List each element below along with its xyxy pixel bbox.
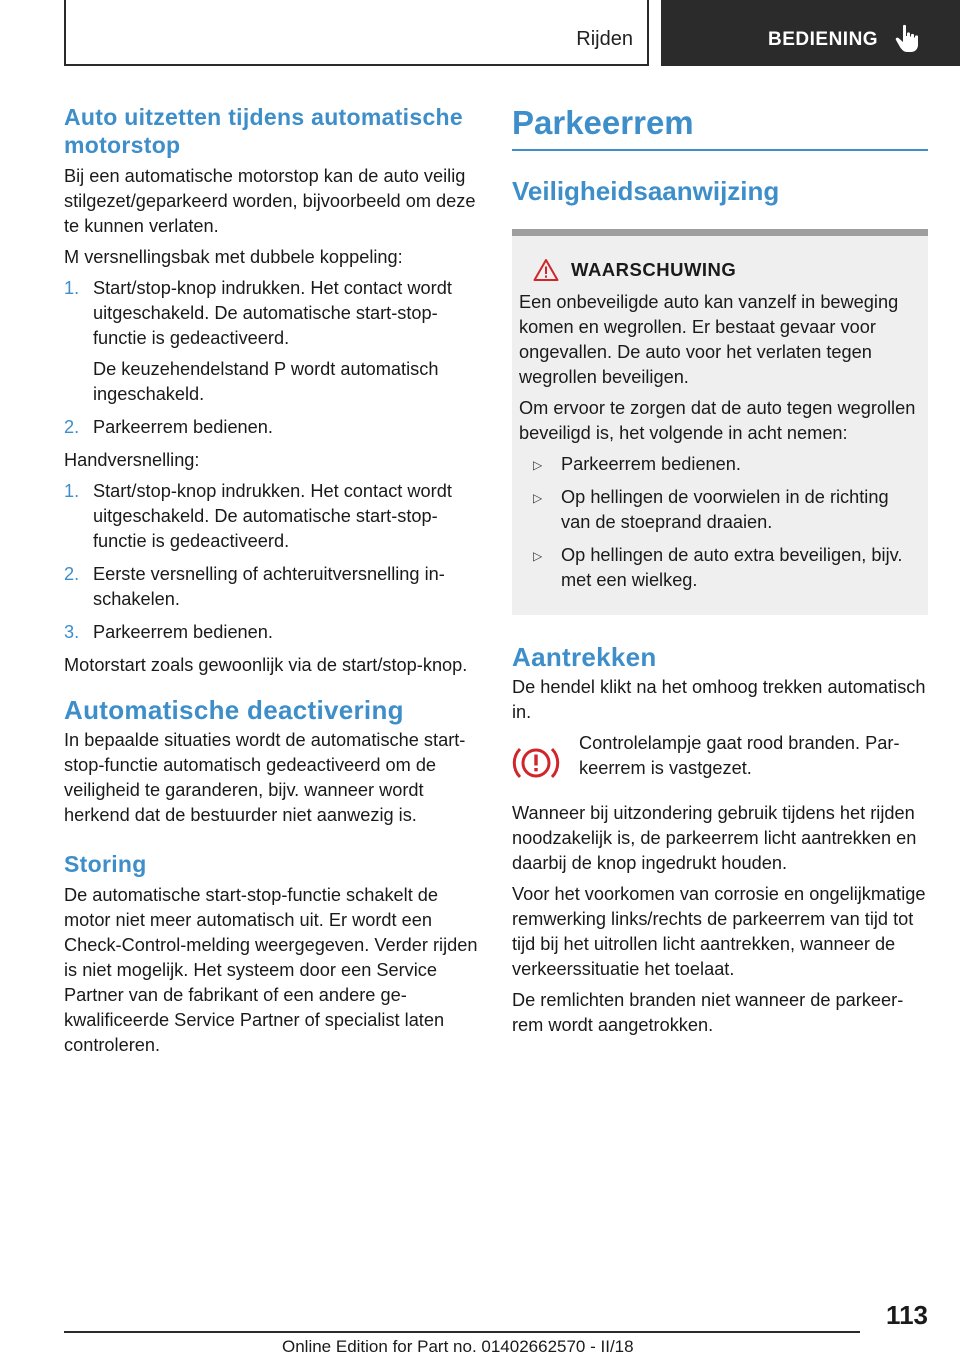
warning-list [519, 452, 920, 593]
warning-box [512, 236, 928, 615]
list-item-text: Op hellingen de auto extra beveiligen, bijv. met een wielkeg. [561, 545, 903, 590]
steps-list-manual [64, 479, 482, 645]
list-item-text: Op hellingen de voorwielen in de richting van de stoeprand draaien. [561, 487, 889, 532]
step-text: Eerste versnelling of achteruitversnelling inschakelen. [93, 564, 445, 609]
list-item [64, 620, 482, 645]
warning-text: Een onbeveiligde auto kan vanzelf in beweging komen en wegrollen. Er bestaat gevaar voor ongevallen. De auto voor het verlaten tegen wegrollen beveiligen. [519, 292, 899, 387]
list-item [533, 452, 920, 477]
heading-parking-brake: Parkeerrem [512, 103, 928, 151]
heading-malfunction: Storing [64, 851, 147, 877]
page-number: 113 [886, 1300, 928, 1330]
right-column [512, 103, 928, 1044]
paragraph: De automatische start-stop-functie schakelt de motor niet meer automatisch uit. Er wordt een Check-Control-melding weergegeven. Verder rijden is niet mogelijk. Het systeem door een Service Partner van de fabrikant of een andere gekwalificeerde Service Partner of specialist laten controleren. [64, 885, 478, 1055]
paragraph: Voor het voorkomen van corrosie en ongelijkmatige remwerking links/rechts de parkeerrem van tijd tot tijd bij het uitrollen licht aantrekken, wanneer de verkeerssituatie het toelaat. [512, 884, 926, 979]
paragraph: De remlichten branden niet wanneer de parkeerrem wordt aangetrokken. [512, 990, 904, 1035]
warning-title: WAARSCHUWING [571, 259, 737, 280]
indicator-lamp-row [512, 731, 928, 787]
step-text: Parkeerrem bedienen. [93, 417, 273, 437]
step-text-extra: De keuzehendelstand P wordt automatisch ingeschakeld. [93, 359, 439, 404]
header-chapter-title: BEDIENING [768, 29, 879, 50]
paragraph: De hendel klikt na het omhoog trekken automatisch in. [512, 677, 926, 722]
list-item [64, 415, 482, 440]
left-column [64, 103, 482, 1064]
step-number: 3. [64, 622, 80, 642]
step-number: 1. [64, 278, 80, 298]
triangle-bullet-icon: ▷ [533, 458, 543, 472]
parking-brake-lamp-icon [512, 743, 560, 783]
list-item [64, 276, 482, 407]
triangle-bullet-icon: ▷ [533, 549, 543, 563]
triangle-bullet-icon: ▷ [533, 491, 543, 505]
paragraph: Handversnelling: [64, 450, 200, 470]
list-item [533, 485, 920, 535]
header-chapter-box [661, 0, 960, 66]
footer-divider [64, 1331, 860, 1333]
steps-list-dct [64, 276, 482, 440]
warning-title-row [533, 258, 920, 282]
indicator-lamp-text: Controlelampje gaat rood branden. Parkeerrem is vastgezet. [579, 733, 900, 778]
step-text: Start/stop-knop indrukken. Het contact wordt uitgeschakeld. De automatische start-stop-functie is gedeactiveerd. [93, 278, 452, 348]
header-section-title: Rijden [576, 28, 633, 50]
paragraph: Motorstart zoals gewoonlijk via de start/stop-knop. [64, 655, 468, 675]
footer-edition: Online Edition for Part no. 01402662570 - II/18 [282, 1337, 634, 1356]
list-item [64, 562, 482, 612]
header-section-box [64, 0, 649, 66]
heading-auto-deactivation: Automatische deactivering [64, 695, 404, 725]
paragraph: Bij een automatische motorstop kan de auto veilig stilgezet/geparkeerd worden, bijvoorbeeld om deze te kunnen verlaten. [64, 166, 476, 236]
list-item-text: Parkeerrem bedienen. [561, 454, 741, 474]
heading-apply: Aantrekken [512, 642, 657, 672]
heading-safety-note: Veiligheidsaanwijzing [512, 175, 928, 236]
hand-pointer-icon [894, 24, 920, 54]
heading-engine-off: Auto uitzetten tijdens automatische motorstop [64, 104, 463, 158]
step-text: Start/stop-knop indrukken. Het contact wordt uitgeschakeld. De automatische start-stop-functie is gedeactiveerd. [93, 481, 452, 551]
paragraph: M versnellingsbak met dubbele koppeling: [64, 247, 403, 267]
warning-text: Om ervoor te zorgen dat de auto tegen wegrollen beveiligd is, het volgende in acht nemen: [519, 398, 916, 443]
paragraph: Wanneer bij uitzondering gebruik tijdens het rijden noodzakelijk is, de parkeerrem licht aantrekken en daarbij de knop ingedrukt houden. [512, 803, 917, 873]
paragraph: In bepaalde situaties wordt de automatische start-stop-functie automatisch gedeactiveerd om de veiligheid te garanderen, bijv. wanneer wordt herkend dat de bestuurder niet aanwezig is. [64, 730, 466, 825]
list-item [533, 543, 920, 593]
warning-triangle-icon [533, 258, 559, 282]
step-number: 2. [64, 417, 80, 437]
list-item [64, 479, 482, 554]
step-text: Parkeerrem bedienen. [93, 622, 273, 642]
step-number: 1. [64, 481, 80, 501]
step-number: 2. [64, 564, 80, 584]
